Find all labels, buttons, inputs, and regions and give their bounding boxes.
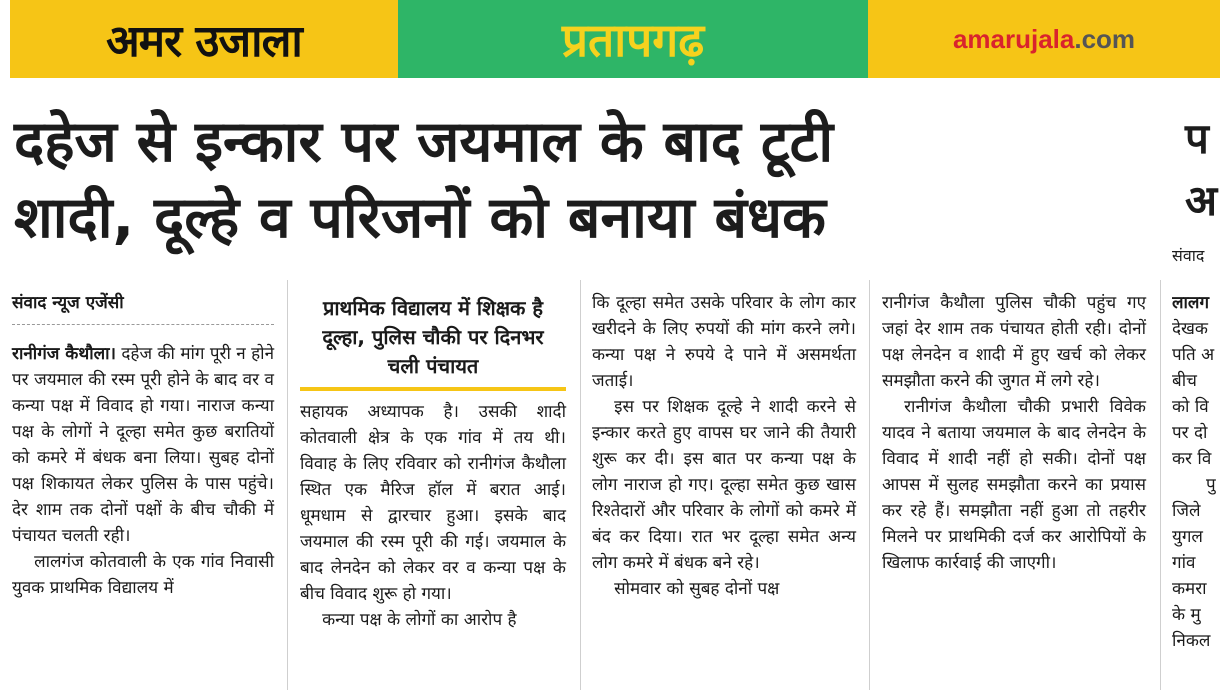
article-paragraph: कन्या पक्ष के लोगों का आरोप है	[322, 610, 517, 630]
headline-line-1: दहेज से इन्कार पर जयमाल के बाद टूटी	[14, 109, 834, 175]
column-divider	[580, 280, 581, 690]
article-headline	[14, 104, 1164, 256]
article-column-3	[592, 290, 856, 602]
website-banner	[868, 0, 1220, 78]
side-article-byline: संवाद	[1172, 246, 1205, 265]
article-paragraph: कि दूल्हा समेत उसके परिवार के लोग कार खरीदने के लिए रुपयों की मांग करने लगे। कन्या पक्ष ने रुपये दे पाने में असमर्थता जताई।	[592, 293, 856, 391]
headline-line-2: शादी, दूल्हे व परिजनों को बनाया बंधक	[14, 185, 826, 251]
article-paragraph: सोमवार को सुबह दोनों पक्ष	[614, 579, 780, 599]
article-paragraph: रानीगंज कैथौला चौकी प्रभारी विवेक यादव ने बताया जयमाल के बाद लेनदेन के विवाद में शादी नहीं हो सकी। दोनों पक्ष आपस में सुलह समझौता करने का प्रयास कर रहे हैं। समझौता नहीं हुआ तो तहरीर मिलने पर प्राथमिकी दर्ज कर आरोपियों के खिलाफ कार्रवाई की जाएगी।	[882, 397, 1146, 573]
article-column-1	[12, 290, 274, 601]
article-column-4	[882, 290, 1146, 576]
masthead	[0, 0, 1220, 80]
column-divider	[869, 280, 870, 690]
side-article-column: लालग देखक पति अ बीच को वि पर दो कर वि पु जिले युगल गांव कमरा के मु निकल	[1172, 293, 1216, 651]
column-divider	[287, 280, 288, 690]
article-subheading: प्राथमिक विद्यालय में शिक्षक है दूल्हा, पुलिस चौकी पर दिनभर चली पंचायत	[300, 290, 566, 391]
brand-name: अमर उजाला	[106, 16, 302, 67]
edition-banner	[398, 0, 868, 78]
edition-name: प्रतापगढ़	[561, 13, 705, 67]
side-article-headline: प अ	[1185, 114, 1218, 225]
article-paragraph: लालगंज कोतवाली के एक गांव निवासी युवक प्राथमिक विद्यालय में	[12, 552, 274, 598]
website-url: amarujala.com	[952, 23, 1136, 54]
column-divider	[1160, 280, 1161, 690]
article-column-2	[300, 290, 566, 633]
article-paragraph: रानीगंज कैथौला पुलिस चौकी पहुंच गए जहां देर शाम तक पंचायत होती रही। दोनों पक्ष लेनदेन व शादी में हुए खर्च को लेकर समझौता करने की जुगत में लगे रहे।	[882, 293, 1146, 391]
article-paragraph: सहायक अध्यापक है। उसकी शादी कोतवाली क्षेत्र के एक गांव में तय थी। विवाह के लिए रविवार को रानीगंज कैथौला स्थित एक मैरिज हॉल में बरात आई। धूमधाम से द्वारचार हुआ। इसके बाद जयमाल की रस्म पूरी की गई। जयमाल के बाद लेनदेन को लेकर वर व कन्या पक्ष के बीच विवाद शुरू हो गया।	[300, 402, 566, 604]
brand-logo	[10, 0, 398, 78]
dateline: रानीगंज कैथौला।	[12, 344, 116, 364]
article-paragraph: इस पर शिक्षक दूल्हे ने शादी करने से इन्कार करते हुए वापस घर जाने की तैयारी शुरू कर दी। इस बात पर कन्या पक्ष के लोग नाराज हो गए। दूल्हा समेत कुछ खास रिश्तेदारों और परिवार के लोगों को कमरे में बंद कर दिया। रात भर दूल्हा समेत अन्य लोग कमरे में बंधक बने रहे।	[592, 397, 856, 573]
article-paragraph: रानीगंज कैथौला। दहेज की मांग पूरी न होने पर जयमाल की रस्म पूरी होने के बाद वर व कन्या पक्ष में विवाद हो गया। नाराज कन्या पक्ष के लोगों ने दूल्हा समेत कुछ बरातियों को कमरे में बंधक बना लिया। सुबह दोनों पक्ष शिकायत लेकर पुलिस के पास पहुंचे। देर शाम तक दोनों पक्षों के बीच चौकी में पंचायत चलती रही।	[12, 344, 275, 546]
article-byline: संवाद न्यूज एजेंसी	[12, 290, 274, 325]
